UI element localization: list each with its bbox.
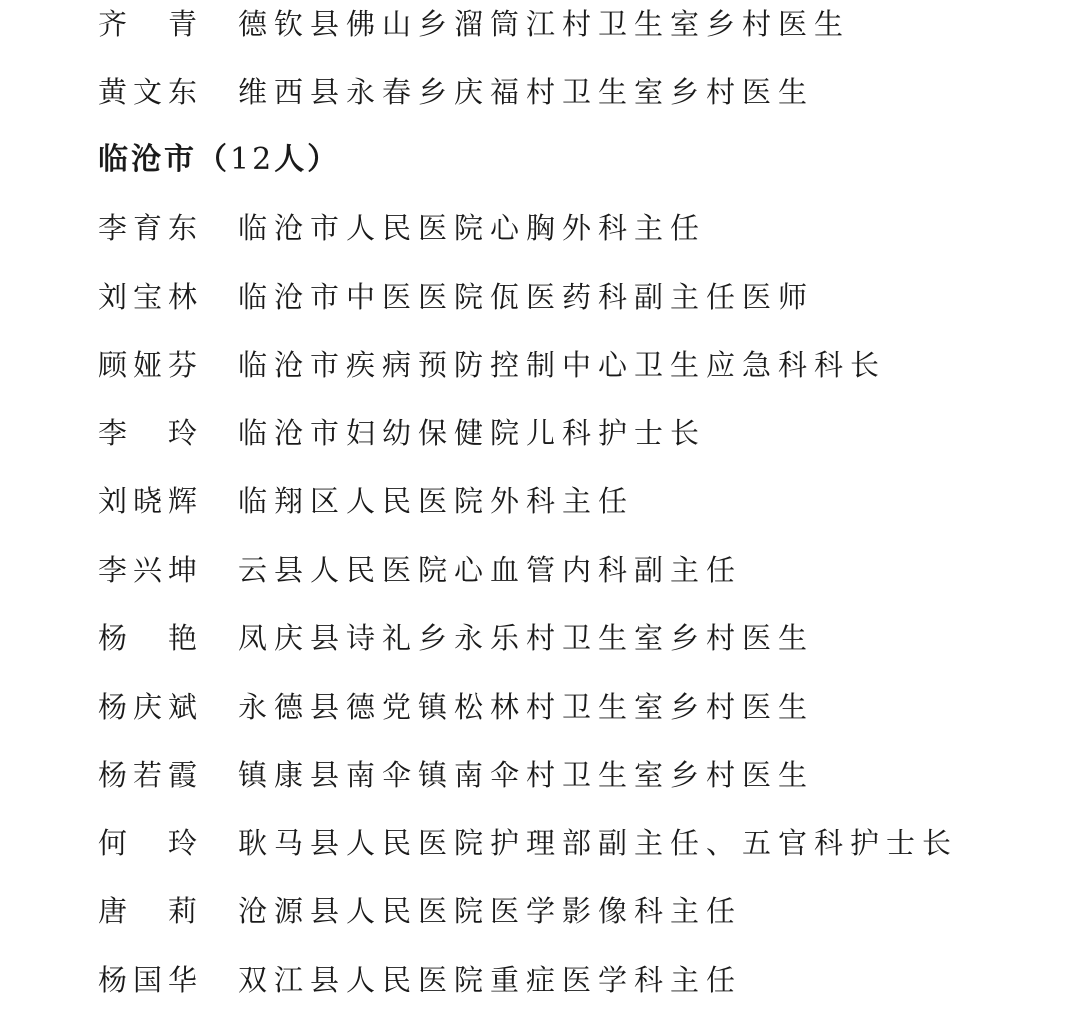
person-name: 黄文东: [98, 75, 204, 109]
list-item: [98, 960, 742, 1000]
person-name: 杨国华: [98, 963, 204, 997]
list-item: [98, 618, 814, 658]
person-title: 临沧市疾病预防控制中心卫生应急科科长: [238, 348, 887, 382]
person-name: 杨 艳: [98, 621, 204, 655]
person-title: 耿马县人民医院护理部副主任、五官科护士长: [238, 826, 959, 860]
person-title: 双江县人民医院重症医学科主任: [238, 963, 743, 997]
person-title: 凤庆县诗礼乡永乐村卫生室乡村医生: [238, 621, 815, 655]
person-name: 顾娅芬: [98, 348, 204, 382]
person-name: 刘晓辉: [98, 484, 204, 518]
list-item: [98, 208, 706, 248]
person-name: 李兴坤: [98, 553, 204, 587]
person-title: 沧源县人民医院医学影像科主任: [238, 894, 743, 928]
list-item: [98, 823, 958, 863]
person-title: 临沧市妇幼保健院儿科护士长: [238, 416, 707, 450]
section-unit: 人）: [274, 142, 341, 177]
section-heading: [98, 140, 340, 180]
person-title: 永德县德党镇松林村卫生室乡村医生: [238, 690, 815, 724]
person-title: 镇康县南伞镇南伞村卫生室乡村医生: [238, 758, 815, 792]
person-title: 临翔区人民医院外科主任: [238, 484, 635, 518]
list-item: [98, 72, 814, 112]
list-item: [98, 4, 850, 44]
person-name: 刘宝林: [98, 280, 204, 314]
person-title: 临沧市人民医院心胸外科主任: [238, 211, 707, 245]
person-name: 何 玲: [98, 826, 204, 860]
person-name: 杨庆斌: [98, 690, 204, 724]
person-title: 德钦县佛山乡溜筒江村卫生室乡村医生: [238, 7, 851, 41]
person-name: 李 玲: [98, 416, 204, 450]
list-item: [98, 277, 814, 317]
person-name: 李育东: [98, 211, 204, 245]
list-item: [98, 481, 634, 521]
list-item: [98, 755, 814, 795]
person-name: 唐 莉: [98, 894, 204, 928]
section-city: 临沧市: [98, 142, 197, 177]
person-title: 云县人民医院心血管内科副主任: [238, 553, 743, 587]
list-item: [98, 550, 742, 590]
list-item: [98, 413, 706, 453]
list-item: [98, 891, 742, 931]
section-open-paren: （: [197, 142, 230, 177]
person-title: 临沧市中医医院佤医药科副主任医师: [238, 280, 815, 314]
person-name: 杨若霞: [98, 758, 204, 792]
person-title: 维西县永春乡庆福村卫生室乡村医生: [238, 75, 815, 109]
section-count: 12: [230, 142, 275, 177]
list-item: [98, 687, 814, 727]
list-item: [98, 345, 886, 385]
person-name: 齐 青: [98, 7, 204, 41]
